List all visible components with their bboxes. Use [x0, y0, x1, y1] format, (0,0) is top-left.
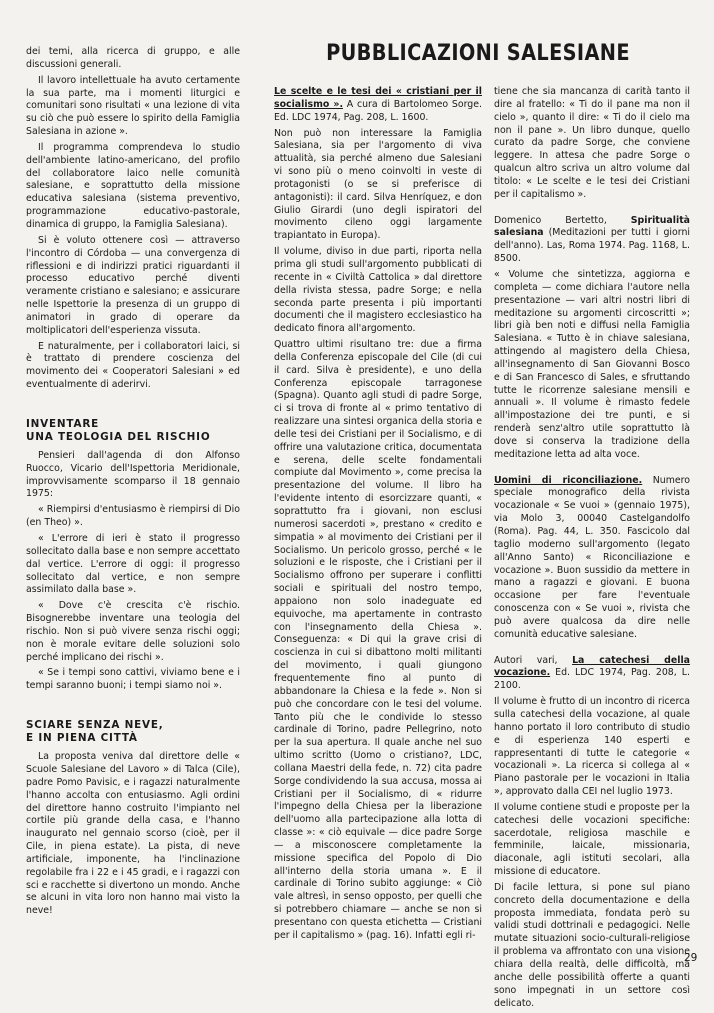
book-author: Autori vari,: [494, 654, 558, 666]
paragraph: dei temi, alla ricerca di gruppo, e alle discussioni generali.: [26, 46, 240, 70]
book-author: Domenico Bertetto,: [494, 214, 607, 226]
page-title: PUBBLICAZIONI SALESIANE: [326, 40, 630, 66]
review-entry: [494, 475, 690, 642]
paragraph: Di facile lettura, si pone sul piano concreto della documentazione e della proposta immediata, fondata però su validi studi dottrinali e pedagogici. Nelle mutate situazioni socio-culturali-religiose il problema va affrontato con una visione chiara della realtà, delle difficoltà, ma anche delle possibilità offerte a quanti sono impegnati in un settore così delicato.: [494, 881, 690, 1009]
paragraph: « Riempirsi d'entusiasmo è riempirsi di Dio (en Theo) ».: [26, 504, 240, 529]
middle-column: [274, 86, 482, 946]
paragraph: Quattro ultimi risultano tre: due a firma della Conferenza episcopale del Cile (di cui il card. Silva è presidente), e uno della Conferenza episcopale tarragonese (Spagna). Quanto agli studi di padre Sorge, ci si trova di fronte al « primo tentativo di realizzare una sintesi organica della storia e delle tesi dei Cristiani per il Socialismo, e di offrire una valutazione critica, documentata e serena, delle scelte fondamentali compiute dal Movimento », come precisa la presentazione del volume. Il libro ha l'evidente intento di esorcizzare quanti, « soprattutto fra i giovani, non esclusi numerosi sacerdoti », prestano « credito e simpatia » al movimento dei Cristiani per il Socialismo. Un pericolo grosso, perché « le soluzioni e le risposte, che i Cristiani per il Socialismo offrono per superare i conflitti sociali e spirituali del nostro tempo, appaiono non solo inadeguate ed equivoche, ma apertamente in contrasto con l'insegnamento della Chiesa ». Conseguenza: « Di qui la grave crisi di coscienza in cui si dibattono molti militanti del movimento, i quali giungono frequentemente fino al punto di abbandonare la Chiesa e la fede ». Non si può che concordare con le tesi del volume. Tanto più che le condivide lo stesso cardinale di Torino, padre Pellegrino, noto per la sua apertura. Il quale anche nel suo ultimo scritto (Uomo o cristiano?, LDC, collana Maestri della fede, n. 72) cita padre Sorge condividendo la sua accusa, mossa ai Cristiani per il Socialismo, di « ridurre l'impegno della Chiesa per la liberazione dell'uomo alla partecipazione alla lotta di classe »: « ciò equivale — dice padre Sorge — a misconoscere completamente la missione specifica del Popolo di Dio all'interno della storia umana ». E il cardinale di Torino subito aggiunge: « Ciò vale altresì, in senso opposto, per quelli che si potrebbero chiamare — anche se non si presentano con questa etichetta — Cristiani per il capitalismo » (pag. 16). Infatti egli ri-: [274, 339, 482, 941]
left-column: [26, 46, 240, 921]
paragraph: « L'errore di ieri è stato il progresso sollecitato dalla base e non sempre accettato dal vertice. L'errore di oggi: il progresso sollecitato dal vertice, e non sempre assimilato dalla base ».: [26, 533, 240, 596]
book-title: Spiritualità salesiana: [494, 214, 690, 239]
paragraph: Il programma comprendeva lo studio dell'ambiente latino-americano, del profilo del collaboratore laico nelle comunità salesiane, e soprattutto della missione educativa salesiana (sistema preventivo, programmazione educativo-pastorale, dinamica di gruppo, la Famiglia Salesiana).: [26, 141, 240, 230]
paragraph: Il lavoro intellettuale ha avuto certamente la sua parte, ma i momenti liturgici e comunitari sono risultati « una lezione di vita su ciò che può essere lo spirito della Famiglia Salesiana in azione ».: [26, 74, 240, 138]
right-column: [494, 86, 690, 1013]
book-meta: A cura di Bartolomeo Sorge. Ed. LDC 1974, Pag. 208, L. 1600.: [274, 98, 482, 123]
paragraph: Il volume è frutto di un incontro di ricerca sulla catechesi della vocazione, al quale hanno portato il loro contributo di studio e di esperienza 140 esperti e rappresentanti di tutte le categorie « vocazionali ». La ricerca si collega al « Piano pastorale per le vocazioni in Italia », approvato dalla CEI nel luglio 1973.: [494, 696, 690, 798]
paragraph: Numero speciale monografico della rivista vocazionale « Se vuoi » (gennaio 1975), via Molo 3, 00040 Castelgandolfo (Roma). Pag. 44, L. 350. Fascicolo dal taglio moderno sull'argomento (legato all'Anno Santo) « Riconciliazione e vocazione ». Buon sussidio da mettere in mano a ragazzi e giovani. E buona occasione per fare l'eventuale conoscenza con « Se vuoi », rivista che può avere qualcosa da dire nelle comunità educative salesiane.: [494, 474, 690, 640]
paragraph: Il volume contiene studi e proposte per la catechesi delle vocazioni specifiche: sacerdotale, religiosa maschile e femminile, laicale, missionaria, diaconale, agli istituti secolari, alla missione di educatore.: [494, 801, 690, 878]
review-entry: [494, 655, 690, 694]
paragraph: Pensieri dall'agenda di don Alfonso Ruocco, Vicario dell'Ispettoria Meridionale, improvvisamente scomparso il 18 gennaio 1975:: [26, 449, 240, 500]
paragraph: Si è voluto ottenere così — attraverso l'incontro di Córdoba — una convergenza di riflessioni e di indirizzi pratici riguardanti il processo educativo perché diventi veramente cristiano e salesiano; e assicurare nelle Ispettorie la presenza di un gruppo di animatori in grado di operare da moltiplicatori dell'esperienza vissuta.: [26, 234, 240, 336]
book-meta: Ed. LDC 1974, Pag. 208, L. 2100.: [494, 667, 690, 692]
section-heading-line: SCIARE SENZA NEVE,: [26, 719, 164, 732]
paragraph: Non può non interessare la Famiglia Salesiana, sia per l'argomento di viva attualità, sia perché almeno due Salesiani vi sono più o meno coinvolti in veste di protagonisti (o se si preferisce di antagonisti): il card. Silva Henríquez, e don Giulio Girardi (uno degli ispiratori del movimento cileno oggi largamente trapiantato in Europa).: [274, 127, 482, 242]
paragraph: tiene che sia mancanza di carità tanto il dire al fratello: « Ti do il pane ma non il cielo », quanto il dire: « Ti do il cielo ma non il pane ». Un libro dunque, quello curato da padre Sorge, che conviene leggere. In attesa che padre Sorge o qualcun altro scriva un altro volume dal titolo: « Le scelte e le tesi dei Cristiani per il capitalismo ».: [494, 86, 690, 200]
review-entry: [494, 215, 690, 266]
book-title: Le scelte e le tesi dei « cristiani per il socialismo ».: [274, 86, 482, 110]
paragraph: « Dove c'è crescita c'è rischio. Bisognerebbe inventare una teologia del rischio. Non si può vivere senza rischi oggi; non è morale evitare delle soluzioni solo perché implicano dei rischi ».: [26, 600, 240, 663]
book-title: La catechesi della vocazione.: [494, 654, 690, 679]
review-entry: [274, 86, 482, 125]
section-heading: [26, 418, 240, 444]
book-title: Uomini di riconciliazione.: [494, 474, 643, 486]
page-number: 29: [684, 952, 698, 964]
book-meta: (Meditazioni per tutti i giorni dell'anno). Las, Roma 1974. Pag. 1168, L. 8500.: [494, 227, 691, 265]
paragraph: « Volume che sintetizza, aggiorna e completa — come dichiara l'autore nella presentazione — vari altri nostri libri di meditazione su argomenti circoscritti »; libri già ben noti e diffusi nella Famiglia Salesiana. « Tutto è in chiave salesiana, attingendo al magistero della Chiesa, all'insegnamento di San Giovanni Bosco e di San Francesco di Sales, e sfruttando tutte le ricorrenze salesiane mensili e annuali ». Il volume è rimasto fedele all'impostazione dei tre punti, e si renderà senz'altro utile soprattutto là dove si conserva la tradizione della meditazione letta ad alta voce.: [494, 268, 690, 460]
paragraph: La proposta veniva dal direttore delle « Scuole Salesiane del Lavoro » di Talca (Cile), padre Pomo Pavisic, e i ragazzi naturalmente l'hanno accolta con entusiasmo. Agli ordini del direttore hanno costruito l'impianto nel cortile più grande della casa, e l'hanno inaugurato nel gennaio scorso (cioè, per il Cile, in piena estate). La pista, di neve artificiale, imponente, ha l'inclinazione regolabile fra i 22 e i 45 gradi, e i ragazzi con sci e racchette si divertono un mondo. Anche se alcuni in vita loro non hanno mai visto la neve!: [26, 751, 240, 917]
section-heading-line: INVENTARE: [26, 417, 100, 430]
paragraph: « Se i tempi sono cattivi, viviamo bene e i tempi saranno buoni; i tempi siamo noi ».: [26, 667, 240, 692]
paragraph: E naturalmente, per i collaboratori laici, si è trattato di prendere coscienza del movimento dei « Cooperatori Salesiani » ed eventualmente di aderirvi.: [26, 340, 240, 391]
paragraph: Il volume, diviso in due parti, riporta nella prima gli studi sull'argomento pubblicati di recente in « Civiltà Cattolica » dal direttore della rivista stessa, padre Sorge; e nella seconda parte presenta i più importanti documenti che il magistero ecclesiastico ha dedicato finora all'argomento.: [274, 246, 482, 335]
section-heading-line: UNA TEOLOGIA DEL RISCHIO: [26, 430, 211, 443]
section-heading-line: E IN PIENA CITTÀ: [26, 732, 138, 745]
section-heading: [26, 719, 240, 745]
